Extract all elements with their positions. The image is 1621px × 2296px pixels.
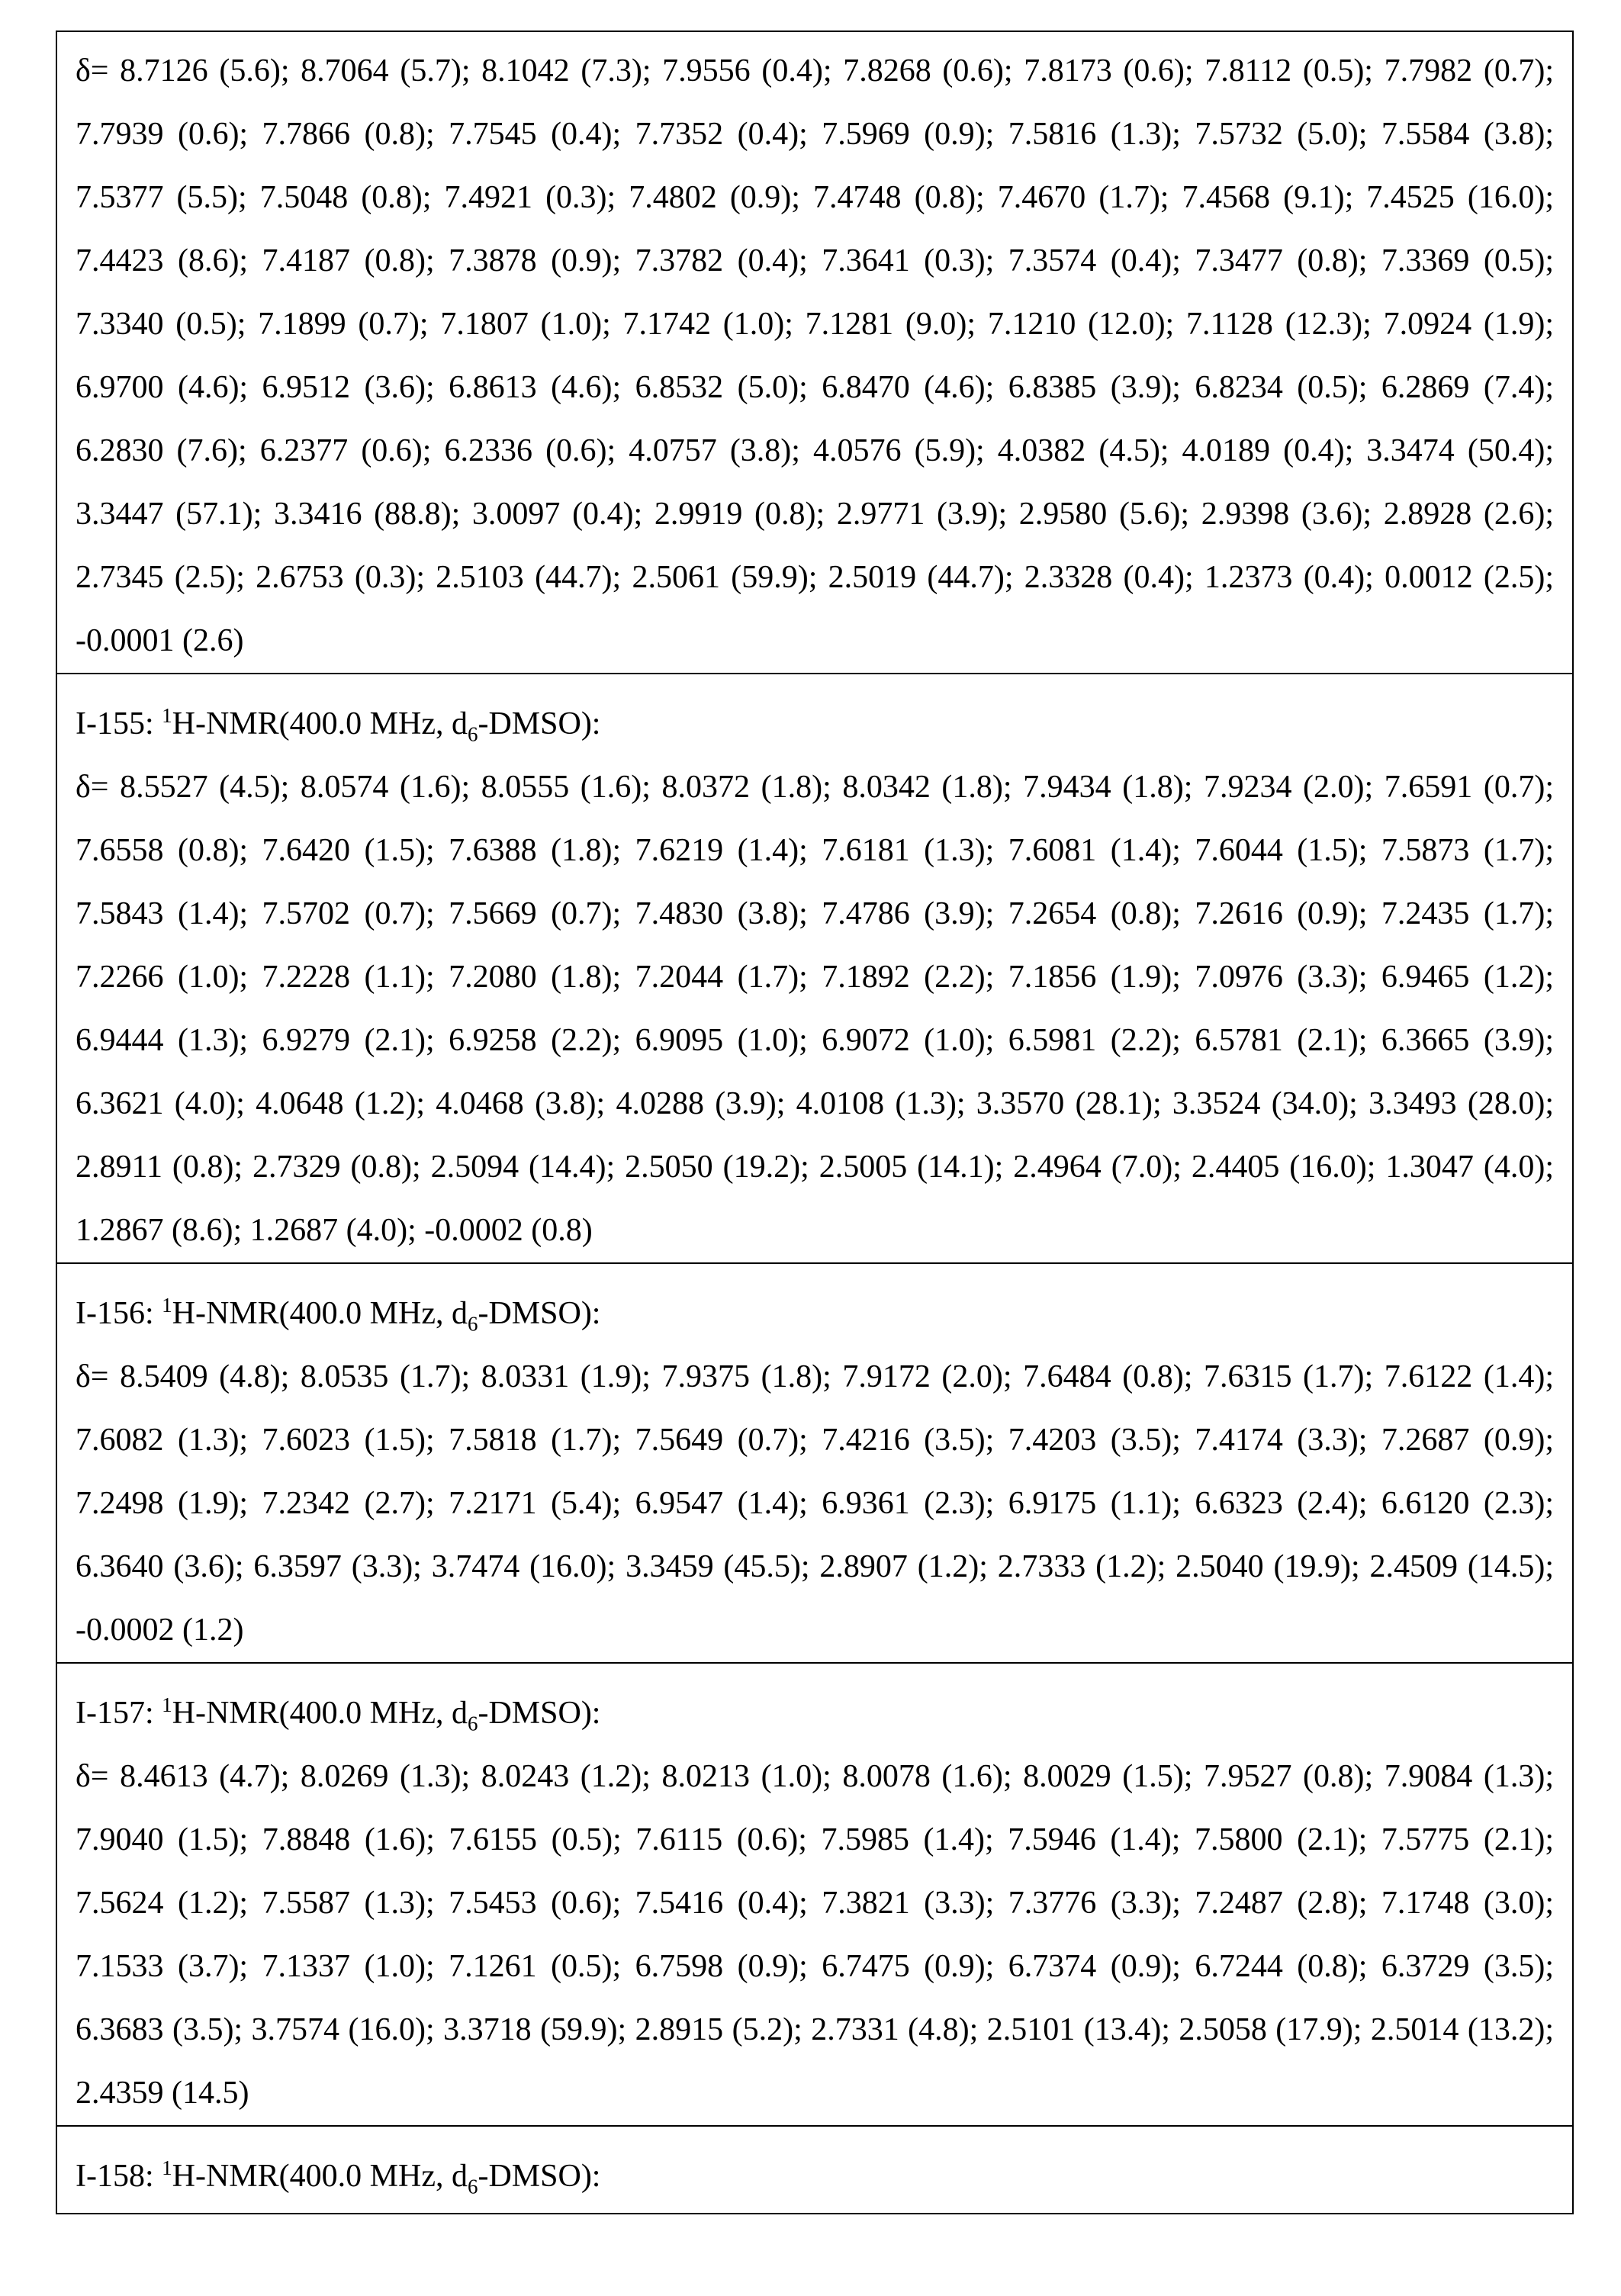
compound-header: I-157: 1H-NMR(400.0 MHz, d6-DMSO):	[76, 1682, 1554, 1745]
nmr-peaks: δ= 8.4613 (4.7); 8.0269 (1.3); 8.0243 (1.2); 8.0213 (1.0); 8.0078 (1.6); 8.0029 (1.5); 7.9527 (0.8); 7.9084 (1.3); 7.9040 (1.5); 7.8848 (1.6); 7.6155 (0.5); 7.6115 (0.6); 7.5985 (1.4); 7.5946 (1.4); 7.5800 (2.1); 7.5775 (2.1); 7.5624 (1.2); 7.5587 (1.3); 7.5453 (0.6); 7.5416 (0.4); 7.3821 (3.3); 7.3776 (3.3); 7.2487 (2.8); 7.1748 (3.0); 7.1533 (3.7); 7.1337 (1.0); 7.1261 (0.5); 6.7598 (0.9); 6.7475 (0.9); 6.7374 (0.9); 6.7244 (0.8); 6.3729 (3.5); 6.3683 (3.5); 3.7574 (16.0); 3.3718 (59.9); 2.8915 (5.2); 2.7331 (4.8); 2.5101 (13.4); 2.5058 (17.9); 2.5014 (13.2); 2.4359 (14.5)	[76, 1745, 1554, 2125]
table-row	[57, 673, 1572, 1262]
nmr-peaks: δ= 8.7126 (5.6); 8.7064 (5.7); 8.1042 (7.3); 7.9556 (0.4); 7.8268 (0.6); 7.8173 (0.6); 7.8112 (0.5); 7.7982 (0.7); 7.7939 (0.6); 7.7866 (0.8); 7.7545 (0.4); 7.7352 (0.4); 7.5969 (0.9); 7.5816 (1.3); 7.5732 (5.0); 7.5584 (3.8); 7.5377 (5.5); 7.5048 (0.8); 7.4921 (0.3); 7.4802 (0.9); 7.4748 (0.8); 7.4670 (1.7); 7.4568 (9.1); 7.4525 (16.0); 7.4423 (8.6); 7.4187 (0.8); 7.3878 (0.9); 7.3782 (0.4); 7.3641 (0.3); 7.3574 (0.4); 7.3477 (0.8); 7.3369 (0.5); 7.3340 (0.5); 7.1899 (0.7); 7.1807 (1.0); 7.1742 (1.0); 7.1281 (9.0); 7.1210 (12.0); 7.1128 (12.3); 7.0924 (1.9); 6.9700 (4.6); 6.9512 (3.6); 6.8613 (4.6); 6.8532 (5.0); 6.8470 (4.6); 6.8385 (3.9); 6.8234 (0.5); 6.2869 (7.4); 6.2830 (7.6); 6.2377 (0.6); 6.2336 (0.6); 4.0757 (3.8); 4.0576 (5.9); 4.0382 (4.5); 4.0189 (0.4); 3.3474 (50.4); 3.3447 (57.1); 3.3416 (88.8); 3.0097 (0.4); 2.9919 (0.8); 2.9771 (3.9); 2.9580 (5.6); 2.9398 (3.6); 2.8928 (2.6); 2.7345 (2.5); 2.6753 (0.3); 2.5103 (44.7); 2.5061 (59.9); 2.5019 (44.7); 2.3328 (0.4); 1.2373 (0.4); 0.0012 (2.5); -0.0001 (2.6)	[76, 40, 1554, 673]
table-row	[57, 32, 1572, 673]
nmr-data-table	[56, 31, 1574, 2214]
table-row	[57, 1662, 1572, 2125]
nmr-peaks: δ= 8.5409 (4.8); 8.0535 (1.7); 8.0331 (1.9); 7.9375 (1.8); 7.9172 (2.0); 7.6484 (0.8); 7.6315 (1.7); 7.6122 (1.4); 7.6082 (1.3); 7.6023 (1.5); 7.5818 (1.7); 7.5649 (0.7); 7.4216 (3.5); 7.4203 (3.5); 7.4174 (3.3); 7.2687 (0.9); 7.2498 (1.9); 7.2342 (2.7); 7.2171 (5.4); 6.9547 (1.4); 6.9361 (2.3); 6.9175 (1.1); 6.6323 (2.4); 6.6120 (2.3); 6.3640 (3.6); 6.3597 (3.3); 3.7474 (16.0); 3.3459 (45.5); 2.8907 (1.2); 2.7333 (1.2); 2.5040 (19.9); 2.4509 (14.5); -0.0002 (1.2)	[76, 1346, 1554, 1662]
table-row	[57, 1262, 1572, 1662]
table-row	[57, 2125, 1572, 2213]
compound-header: I-155: 1H-NMR(400.0 MHz, d6-DMSO):	[76, 693, 1554, 756]
compound-header: I-156: 1H-NMR(400.0 MHz, d6-DMSO):	[76, 1282, 1554, 1346]
compound-header: I-158: 1H-NMR(400.0 MHz, d6-DMSO):	[76, 2145, 1554, 2208]
nmr-peaks: δ= 8.5527 (4.5); 8.0574 (1.6); 8.0555 (1.6); 8.0372 (1.8); 8.0342 (1.8); 7.9434 (1.8); 7.9234 (2.0); 7.6591 (0.7); 7.6558 (0.8); 7.6420 (1.5); 7.6388 (1.8); 7.6219 (1.4); 7.6181 (1.3); 7.6081 (1.4); 7.6044 (1.5); 7.5873 (1.7); 7.5843 (1.4); 7.5702 (0.7); 7.5669 (0.7); 7.4830 (3.8); 7.4786 (3.9); 7.2654 (0.8); 7.2616 (0.9); 7.2435 (1.7); 7.2266 (1.0); 7.2228 (1.1); 7.2080 (1.8); 7.2044 (1.7); 7.1892 (2.2); 7.1856 (1.9); 7.0976 (3.3); 6.9465 (1.2); 6.9444 (1.3); 6.9279 (2.1); 6.9258 (2.2); 6.9095 (1.0); 6.9072 (1.0); 6.5981 (2.2); 6.5781 (2.1); 6.3665 (3.9); 6.3621 (4.0); 4.0648 (1.2); 4.0468 (3.8); 4.0288 (3.9); 4.0108 (1.3); 3.3570 (28.1); 3.3524 (34.0); 3.3493 (28.0); 2.8911 (0.8); 2.7329 (0.8); 2.5094 (14.4); 2.5050 (19.2); 2.5005 (14.1); 2.4964 (7.0); 2.4405 (16.0); 1.3047 (4.0); 1.2867 (8.6); 1.2687 (4.0); -0.0002 (0.8)	[76, 756, 1554, 1262]
